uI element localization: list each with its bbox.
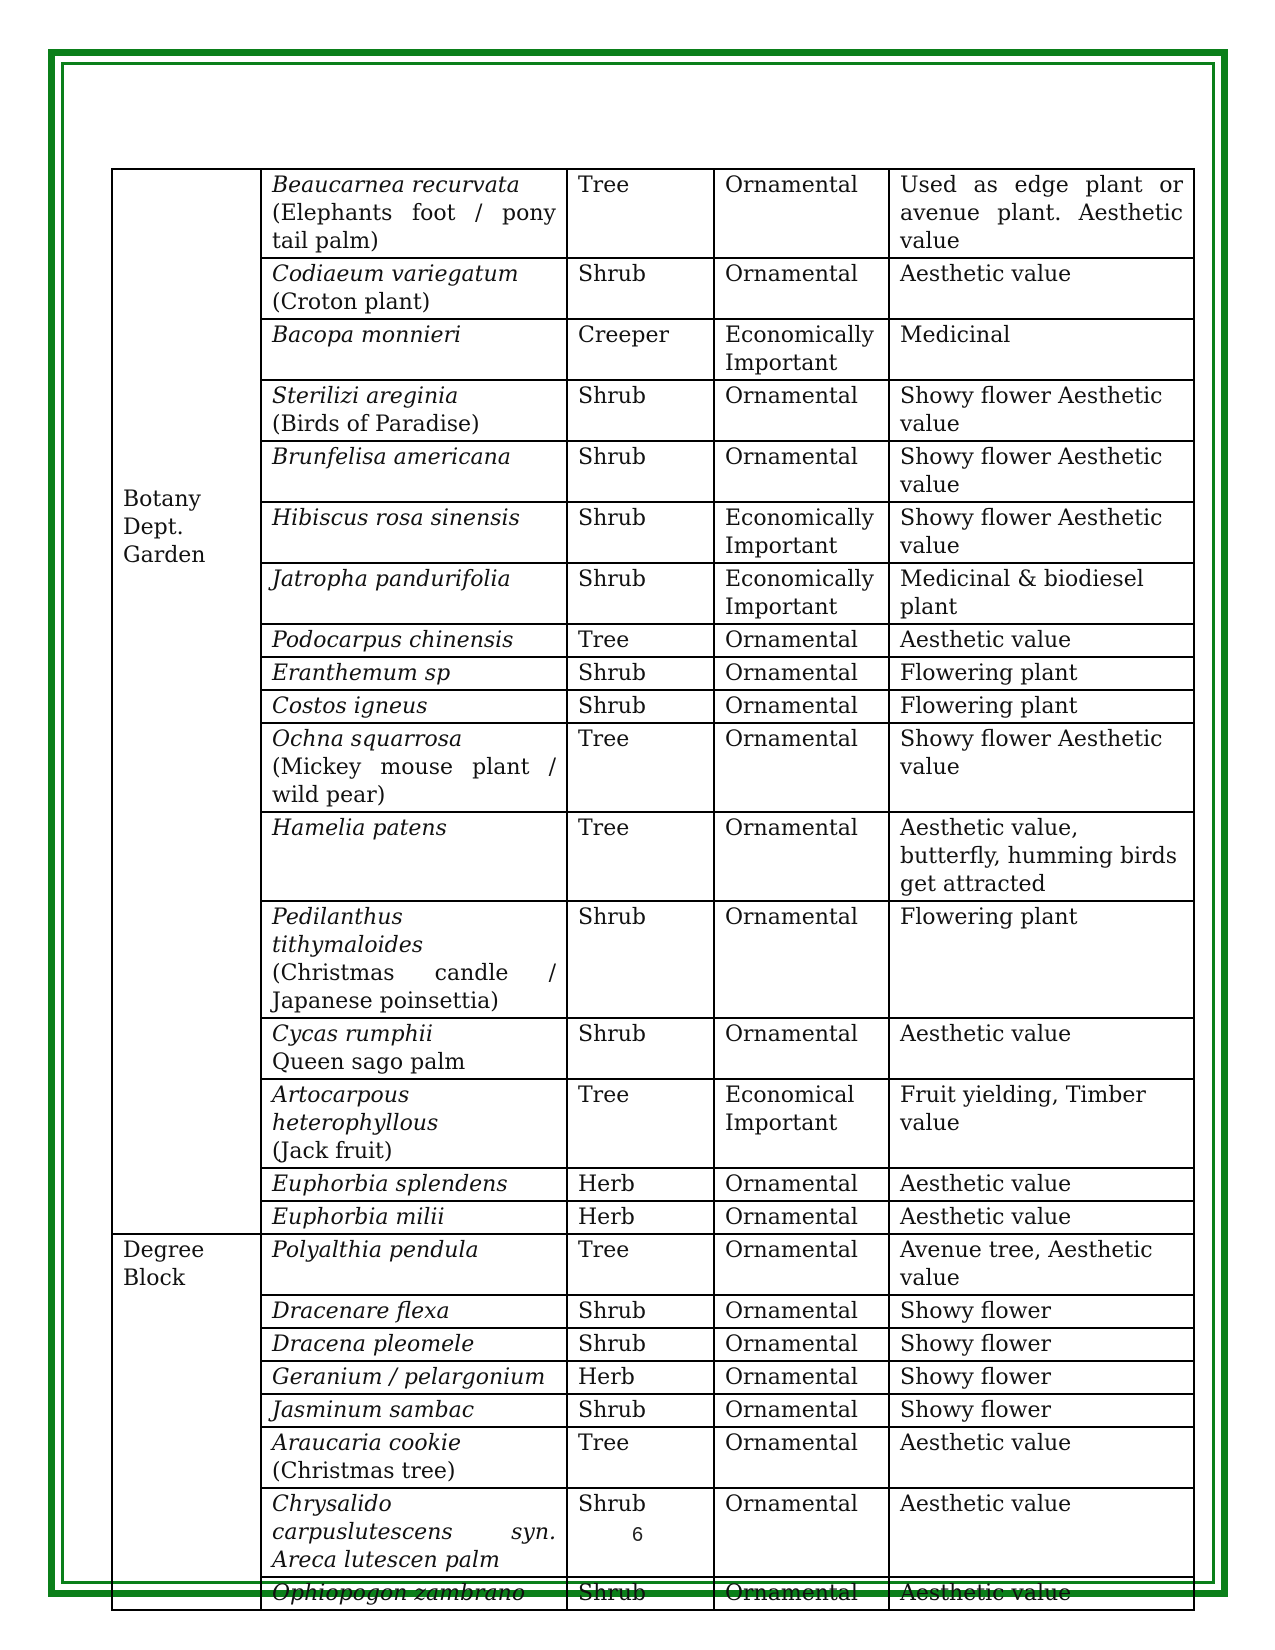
table-row bbox=[112, 1577, 1194, 1610]
use-cell: Aesthetic value bbox=[889, 1201, 1194, 1234]
scientific-name: Ophiopogon zambrano bbox=[272, 1581, 526, 1606]
plant-name-cell bbox=[261, 1295, 567, 1328]
plant-type-cell: Shrub bbox=[567, 380, 714, 441]
plant-type-cell: Shrub bbox=[567, 1488, 714, 1577]
plant-type-cell: Tree bbox=[567, 1079, 714, 1168]
use-cell: Showy flower Aesthetic value bbox=[889, 441, 1194, 502]
plant-table-body bbox=[112, 169, 1194, 1610]
plant-type-cell: Shrub bbox=[567, 502, 714, 563]
category-cell: Ornamental bbox=[714, 1361, 889, 1394]
plant-type-cell: Shrub bbox=[567, 441, 714, 502]
plant-name-cell bbox=[261, 1427, 567, 1488]
plant-name-cell bbox=[261, 1328, 567, 1361]
table-row bbox=[112, 1079, 1194, 1168]
use-cell: Aesthetic value, butterfly, humming birds get attracted bbox=[889, 812, 1194, 901]
table-row bbox=[112, 502, 1194, 563]
category-cell: Ornamental bbox=[714, 901, 889, 1018]
plant-name-cell bbox=[261, 319, 567, 380]
scientific-name: Bacopa monnieri bbox=[272, 323, 462, 348]
category-cell: Ornamental bbox=[714, 624, 889, 657]
scientific-name: Cycas rumphii bbox=[272, 1022, 433, 1047]
common-name: Queen sago palm bbox=[272, 1050, 466, 1075]
scientific-name: Araucaria cookie bbox=[272, 1431, 461, 1456]
category-cell: Economical Important bbox=[714, 1079, 889, 1168]
use-cell: Showy flower Aesthetic value bbox=[889, 502, 1194, 563]
use-cell: Showy flower Aesthetic value bbox=[889, 380, 1194, 441]
scientific-name: Pedilanthus tithymaloides bbox=[272, 905, 424, 958]
scientific-name: Podocarpus chinensis bbox=[272, 628, 514, 653]
table-row bbox=[112, 1018, 1194, 1079]
plant-name-cell bbox=[261, 690, 567, 723]
scientific-name: Polyalthia pendula bbox=[272, 1238, 479, 1263]
category-cell: Economically Important bbox=[714, 502, 889, 563]
use-cell: Showy flower bbox=[889, 1328, 1194, 1361]
category-cell: Ornamental bbox=[714, 1168, 889, 1201]
category-cell: Ornamental bbox=[714, 1427, 889, 1488]
plant-type-cell: Tree bbox=[567, 1427, 714, 1488]
plant-type-cell: Herb bbox=[567, 1361, 714, 1394]
scientific-name: Costos igneus bbox=[272, 694, 428, 719]
plant-type-cell: Tree bbox=[567, 723, 714, 812]
category-cell: Ornamental bbox=[714, 441, 889, 502]
use-cell: Flowering plant bbox=[889, 690, 1194, 723]
category-cell: Ornamental bbox=[714, 657, 889, 690]
use-cell: Used as edge plant or avenue plant. Aesthetic value bbox=[889, 169, 1194, 258]
plant-type-cell: Herb bbox=[567, 1168, 714, 1201]
plant-type-cell: Tree bbox=[567, 812, 714, 901]
table-row bbox=[112, 169, 1194, 258]
table-row bbox=[112, 1234, 1194, 1295]
plant-name-cell bbox=[261, 657, 567, 690]
scientific-name: Hibiscus rosa sinensis bbox=[272, 506, 520, 531]
plant-type-cell: Shrub bbox=[567, 657, 714, 690]
location-cell: Degree Block bbox=[112, 1234, 261, 1610]
category-cell: Ornamental bbox=[714, 1328, 889, 1361]
plant-type-cell: Shrub bbox=[567, 1577, 714, 1610]
common-name: (Elephants foot / pony tail palm) bbox=[272, 201, 556, 254]
use-cell: Aesthetic value bbox=[889, 258, 1194, 319]
use-cell: Aesthetic value bbox=[889, 1488, 1194, 1577]
category-cell: Ornamental bbox=[714, 812, 889, 901]
use-cell: Showy flower Aesthetic value bbox=[889, 723, 1194, 812]
category-cell: Ornamental bbox=[714, 258, 889, 319]
plant-name-cell bbox=[261, 1018, 567, 1079]
table-row bbox=[112, 690, 1194, 723]
use-cell: Avenue tree, Aesthetic value bbox=[889, 1234, 1194, 1295]
plant-name-cell bbox=[261, 380, 567, 441]
category-cell: Ornamental bbox=[714, 1488, 889, 1577]
plant-name-cell bbox=[261, 1234, 567, 1295]
table-row bbox=[112, 1295, 1194, 1328]
table-row bbox=[112, 258, 1194, 319]
category-cell: Ornamental bbox=[714, 1394, 889, 1427]
category-cell: Ornamental bbox=[714, 1295, 889, 1328]
category-cell: Ornamental bbox=[714, 1018, 889, 1079]
scientific-name: Beaucarnea recurvata bbox=[272, 173, 520, 198]
use-cell: Showy flower bbox=[889, 1361, 1194, 1394]
table-row bbox=[112, 812, 1194, 901]
category-cell: Ornamental bbox=[714, 169, 889, 258]
plant-type-cell: Tree bbox=[567, 169, 714, 258]
plant-type-cell: Herb bbox=[567, 1201, 714, 1234]
use-cell: Flowering plant bbox=[889, 901, 1194, 1018]
table-row bbox=[112, 1427, 1194, 1488]
use-cell: Aesthetic value bbox=[889, 1168, 1194, 1201]
scientific-name: Euphorbia milii bbox=[272, 1205, 445, 1230]
category-cell: Ornamental bbox=[714, 690, 889, 723]
category-cell: Economically Important bbox=[714, 319, 889, 380]
plant-type-cell: Shrub bbox=[567, 1295, 714, 1328]
use-cell: Flowering plant bbox=[889, 657, 1194, 690]
scientific-name: Chrysalido carpuslutescens syn. Areca lutescen palm bbox=[272, 1492, 556, 1573]
scientific-name: Ochna squarrosa bbox=[272, 727, 463, 752]
plant-name-cell bbox=[261, 723, 567, 812]
category-cell: Ornamental bbox=[714, 1201, 889, 1234]
scientific-name: Geranium / pelargonium bbox=[272, 1365, 546, 1390]
plant-type-cell: Shrub bbox=[567, 1328, 714, 1361]
scientific-name: Dracenare flexa bbox=[272, 1299, 450, 1324]
table-row bbox=[112, 441, 1194, 502]
scientific-name: Jatropha pandurifolia bbox=[272, 567, 511, 592]
table-row bbox=[112, 563, 1194, 624]
plant-name-cell bbox=[261, 812, 567, 901]
plant-name-cell bbox=[261, 901, 567, 1018]
plant-type-cell: Shrub bbox=[567, 1018, 714, 1079]
plant-name-cell bbox=[261, 1079, 567, 1168]
common-name: (Croton plant) bbox=[272, 290, 431, 315]
scientific-name: Eranthemum sp bbox=[272, 661, 451, 686]
plant-name-cell bbox=[261, 1394, 567, 1427]
plant-type-cell: Tree bbox=[567, 624, 714, 657]
table-row bbox=[112, 319, 1194, 380]
category-cell: Ornamental bbox=[714, 380, 889, 441]
scientific-name: Codiaeum variegatum bbox=[272, 262, 519, 287]
use-cell: Aesthetic value bbox=[889, 1018, 1194, 1079]
use-cell: Aesthetic value bbox=[889, 624, 1194, 657]
table-row bbox=[112, 1361, 1194, 1394]
scientific-name: Sterilizi areginia bbox=[272, 384, 459, 409]
table-row bbox=[112, 1201, 1194, 1234]
common-name: (Jack fruit) bbox=[272, 1139, 393, 1164]
location-cell: Botany Dept. Garden bbox=[112, 169, 261, 1234]
scientific-name: Euphorbia splendens bbox=[272, 1172, 508, 1197]
use-cell: Medicinal & biodiesel plant bbox=[889, 563, 1194, 624]
plant-type-cell: Shrub bbox=[567, 563, 714, 624]
page-number: 6 bbox=[631, 1524, 644, 1546]
common-name: (Christmas tree) bbox=[272, 1459, 456, 1484]
use-cell: Medicinal bbox=[889, 319, 1194, 380]
plant-name-cell bbox=[261, 563, 567, 624]
table-row bbox=[112, 624, 1194, 657]
category-cell: Ornamental bbox=[714, 723, 889, 812]
plant-type-cell: Shrub bbox=[567, 901, 714, 1018]
plant-name-cell bbox=[261, 441, 567, 502]
plant-type-cell: Tree bbox=[567, 1234, 714, 1295]
table-row bbox=[112, 380, 1194, 441]
use-cell: Showy flower bbox=[889, 1394, 1194, 1427]
use-cell: Aesthetic value bbox=[889, 1427, 1194, 1488]
plant-name-cell bbox=[261, 1201, 567, 1234]
table-row bbox=[112, 723, 1194, 812]
scientific-name: Hamelia patens bbox=[272, 816, 447, 841]
plant-name-cell bbox=[261, 1577, 567, 1610]
plant-table bbox=[111, 168, 1195, 1611]
category-cell: Ornamental bbox=[714, 1234, 889, 1295]
table-row bbox=[112, 657, 1194, 690]
category-cell: Ornamental bbox=[714, 1577, 889, 1610]
category-cell: Economically Important bbox=[714, 563, 889, 624]
plant-type-cell: Shrub bbox=[567, 1394, 714, 1427]
scientific-name: Brunfelisa americana bbox=[272, 445, 511, 470]
plant-type-cell: Shrub bbox=[567, 258, 714, 319]
plant-type-cell: Shrub bbox=[567, 690, 714, 723]
scientific-name: Dracena pleomele bbox=[272, 1332, 475, 1357]
plant-type-cell: Creeper bbox=[567, 319, 714, 380]
plant-name-cell bbox=[261, 1168, 567, 1201]
scientific-name: Artocarpous heterophyllous bbox=[272, 1083, 439, 1136]
plant-name-cell bbox=[261, 169, 567, 258]
common-name: (Mickey mouse plant / wild pear) bbox=[272, 755, 556, 808]
table-row bbox=[112, 1394, 1194, 1427]
table-row bbox=[112, 901, 1194, 1018]
common-name: (Birds of Paradise) bbox=[272, 412, 480, 437]
scientific-name: Jasminum sambac bbox=[272, 1398, 475, 1423]
use-cell: Fruit yielding, Timber value bbox=[889, 1079, 1194, 1168]
use-cell: Aesthetic value bbox=[889, 1577, 1194, 1610]
plant-name-cell bbox=[261, 502, 567, 563]
common-name: (Christmas candle / Japanese poinsettia) bbox=[272, 961, 556, 1014]
plant-name-cell bbox=[261, 1361, 567, 1394]
plant-name-cell bbox=[261, 624, 567, 657]
table-row bbox=[112, 1328, 1194, 1361]
use-cell: Showy flower bbox=[889, 1295, 1194, 1328]
table-row bbox=[112, 1168, 1194, 1201]
plant-name-cell bbox=[261, 258, 567, 319]
